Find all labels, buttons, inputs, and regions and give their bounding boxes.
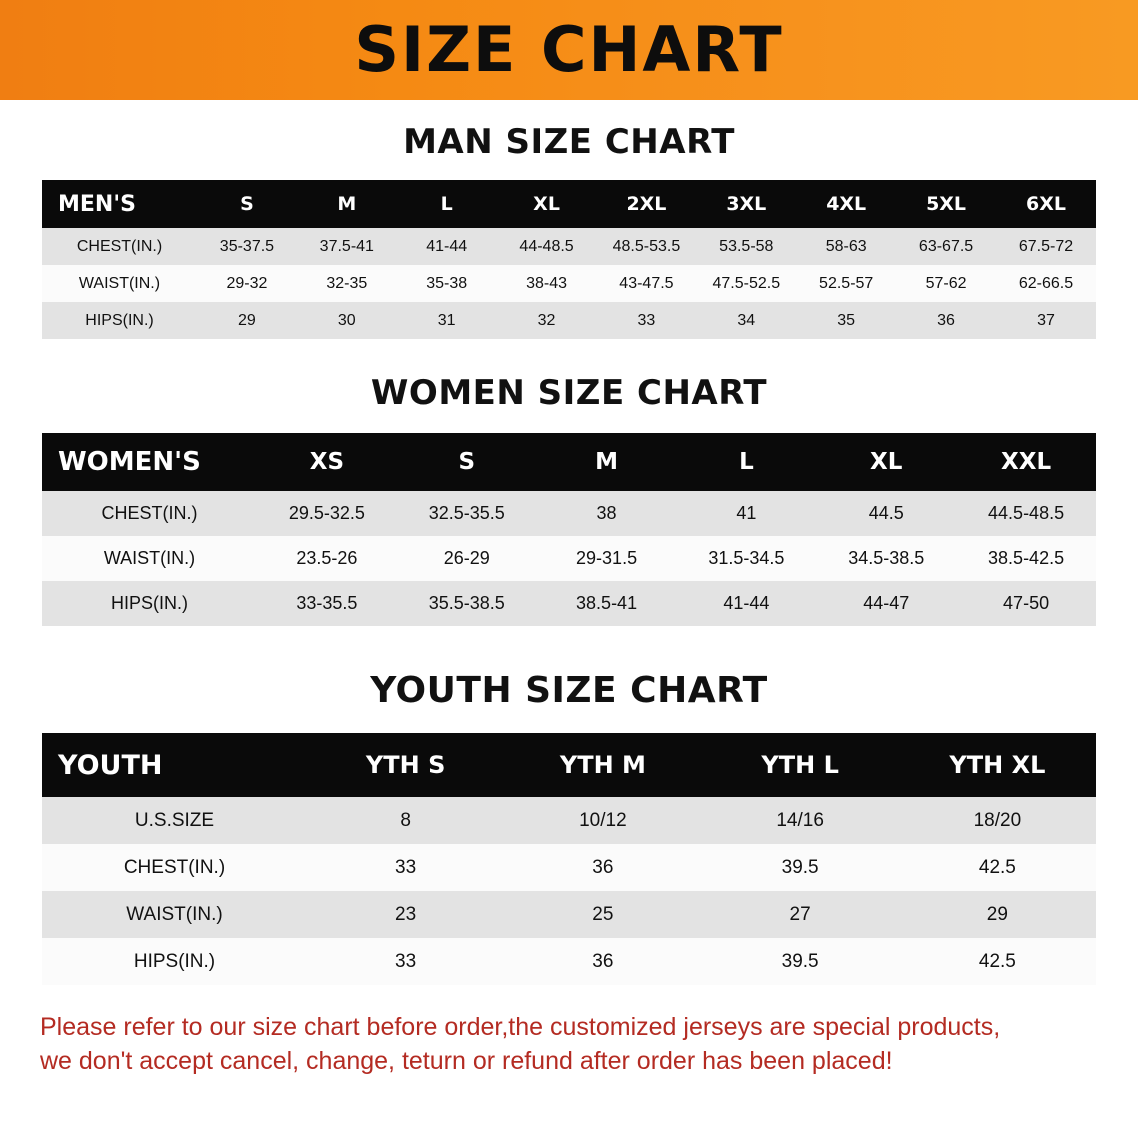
man-row-label-0: CHEST(IN.)	[76, 237, 163, 255]
youth-cell-0-2: 14/16	[776, 809, 824, 831]
man-header-cell-7: 4XL	[826, 193, 867, 215]
table-row	[42, 891, 1096, 938]
youth-header-cell-0: YOUTH	[58, 749, 163, 781]
women-cell-0-5: 44.5-48.5	[988, 503, 1065, 523]
man-cell-1-8: 62-66.5	[1018, 274, 1074, 292]
youth-header-cell-2: YTH M	[559, 751, 646, 779]
man-header-cell-0: MEN'S	[58, 191, 136, 217]
youth-cell-2-1: 25	[592, 903, 614, 925]
man-cell-1-7: 57-62	[925, 274, 967, 292]
youth-size-table	[42, 733, 1096, 985]
youth-row-label-2: WAIST(IN.)	[126, 903, 223, 925]
man-table-header	[42, 180, 1096, 228]
man-cell-0-3: 44-48.5	[519, 237, 574, 255]
women-header-cell-1: XS	[309, 449, 345, 475]
youth-cell-3-3: 42.5	[978, 950, 1016, 972]
man-table-wrapper	[42, 180, 1096, 339]
man-row-label-2: HIPS(IN.)	[85, 311, 154, 329]
table-row	[42, 302, 1096, 339]
youth-row-label-0: U.S.SIZE	[134, 809, 215, 831]
table-header-row	[42, 733, 1096, 797]
man-cell-2-6: 35	[837, 311, 856, 329]
women-cell-0-3: 41	[736, 503, 757, 523]
man-cell-0-1: 37.5-41	[319, 237, 374, 255]
man-cell-1-0: 29-32	[226, 274, 268, 292]
man-table-body	[42, 228, 1096, 339]
man-size-table	[42, 180, 1096, 339]
women-cell-0-2: 38	[596, 503, 617, 523]
disclaimer-line-1: Please refer to our size chart before order,the customized jerseys are special products,	[40, 1013, 1001, 1041]
man-cell-1-1: 32-35	[326, 274, 368, 292]
women-header-cell-5: XL	[870, 449, 903, 475]
women-header-cell-3: M	[595, 449, 619, 475]
man-cell-0-0: 35-37.5	[219, 237, 275, 255]
women-cell-2-2: 38.5-41	[576, 593, 638, 613]
man-row-label-1: WAIST(IN.)	[78, 274, 161, 292]
youth-cell-3-0: 33	[395, 950, 417, 972]
women-cell-2-0: 33-35.5	[296, 593, 358, 613]
youth-cell-0-3: 18/20	[973, 809, 1022, 831]
man-cell-2-1: 30	[337, 311, 356, 329]
table-row	[42, 844, 1096, 891]
women-table-body	[42, 491, 1096, 626]
man-cell-1-4: 43-47.5	[619, 274, 674, 292]
youth-cell-1-1: 36	[592, 856, 614, 878]
women-cell-2-5: 47-50	[1003, 593, 1050, 613]
table-header-row	[42, 433, 1096, 491]
women-table-wrapper	[42, 433, 1096, 626]
table-row	[42, 265, 1096, 302]
youth-table-wrapper	[42, 733, 1096, 985]
youth-cell-1-0: 33	[395, 856, 417, 878]
youth-cell-3-1: 36	[592, 950, 614, 972]
youth-cell-1-3: 42.5	[978, 856, 1016, 878]
man-header-cell-4: XL	[533, 193, 560, 215]
women-cell-0-0: 29.5-32.5	[288, 503, 365, 523]
youth-cell-2-0: 23	[395, 903, 417, 925]
women-header-cell-6: XXL	[1001, 449, 1052, 475]
table-row	[42, 797, 1096, 844]
women-header-cell-2: S	[458, 449, 476, 475]
youth-header-cell-1: YTH S	[365, 751, 446, 779]
man-cell-0-6: 58-63	[825, 237, 867, 255]
man-header-cell-3: L	[440, 193, 453, 215]
youth-section-title: YOUTH SIZE CHART	[370, 670, 768, 711]
women-cell-1-4: 34.5-38.5	[848, 548, 925, 568]
man-cell-2-5: 34	[737, 311, 756, 329]
man-cell-1-2: 35-38	[426, 274, 468, 292]
women-cell-2-4: 44-47	[863, 593, 910, 613]
man-cell-0-2: 41-44	[426, 237, 468, 255]
youth-table-body	[42, 797, 1096, 985]
women-cell-0-1: 32.5-35.5	[428, 503, 505, 523]
youth-cell-0-1: 10/12	[579, 809, 627, 831]
women-section-title: WOMEN SIZE CHART	[370, 373, 768, 413]
youth-table-header	[42, 733, 1096, 797]
man-cell-2-3: 32	[537, 311, 556, 329]
man-cell-0-4: 48.5-53.5	[612, 237, 681, 255]
women-cell-1-3: 31.5-34.5	[708, 548, 785, 568]
women-header-cell-4: L	[739, 449, 754, 475]
women-cell-1-1: 26-29	[443, 548, 490, 568]
man-cell-2-4: 33	[637, 311, 656, 329]
table-row	[42, 536, 1096, 581]
man-header-cell-2: M	[337, 193, 357, 215]
man-cell-2-0: 29	[238, 311, 256, 329]
man-cell-1-6: 52.5-57	[819, 274, 874, 292]
man-header-cell-9: 6XL	[1026, 193, 1066, 215]
youth-header-cell-3: YTH L	[761, 751, 839, 779]
man-cell-0-8: 67.5-72	[1018, 237, 1074, 255]
youth-row-label-3: HIPS(IN.)	[133, 950, 216, 972]
youth-row-label-1: CHEST(IN.)	[123, 856, 226, 878]
man-cell-2-2: 31	[437, 311, 456, 329]
man-cell-2-7: 36	[937, 311, 955, 329]
women-cell-0-4: 44.5	[868, 503, 904, 523]
youth-cell-2-2: 27	[789, 903, 811, 925]
women-cell-1-5: 38.5-42.5	[988, 548, 1065, 568]
man-cell-2-8: 37	[1037, 311, 1055, 329]
youth-header-cell-4: YTH XL	[949, 751, 1046, 779]
women-row-label-0: CHEST(IN.)	[101, 503, 198, 523]
women-cell-1-0: 23.5-26	[296, 548, 358, 568]
man-section-title: MAN SIZE CHART	[403, 122, 735, 162]
youth-cell-1-2: 39.5	[781, 856, 819, 878]
women-header-cell-0: WOMEN'S	[58, 447, 201, 477]
man-header-cell-6: 3XL	[726, 193, 767, 215]
man-cell-0-7: 63-67.5	[918, 237, 974, 255]
man-cell-0-5: 53.5-58	[719, 237, 774, 255]
table-row	[42, 938, 1096, 985]
table-row	[42, 228, 1096, 265]
disclaimer-line-2: we don't accept cancel, change, teturn or refund after order has been placed!	[40, 1046, 893, 1075]
man-header-cell-5: 2XL	[626, 193, 667, 215]
man-cell-1-3: 38-43	[526, 274, 568, 292]
women-cell-2-1: 35.5-38.5	[428, 593, 505, 613]
women-size-table	[42, 433, 1096, 626]
man-header-cell-8: 5XL	[926, 193, 967, 215]
table-row	[42, 491, 1096, 536]
table-header-row	[42, 180, 1096, 228]
banner-title: SIZE CHART	[354, 13, 784, 86]
youth-cell-3-2: 39.5	[781, 950, 819, 972]
women-table-header	[42, 433, 1096, 491]
women-cell-1-2: 29-31.5	[576, 548, 638, 568]
man-cell-1-5: 47.5-52.5	[712, 274, 781, 292]
youth-cell-0-0: 8	[400, 809, 411, 831]
banner	[0, 0, 1138, 100]
man-header-cell-1: S	[240, 193, 254, 215]
disclaimer-note	[40, 1011, 1098, 1079]
women-cell-2-3: 41-44	[723, 593, 770, 613]
table-row	[42, 581, 1096, 626]
youth-cell-2-3: 29	[986, 903, 1008, 925]
women-row-label-2: HIPS(IN.)	[110, 593, 188, 613]
women-row-label-1: WAIST(IN.)	[103, 548, 196, 568]
